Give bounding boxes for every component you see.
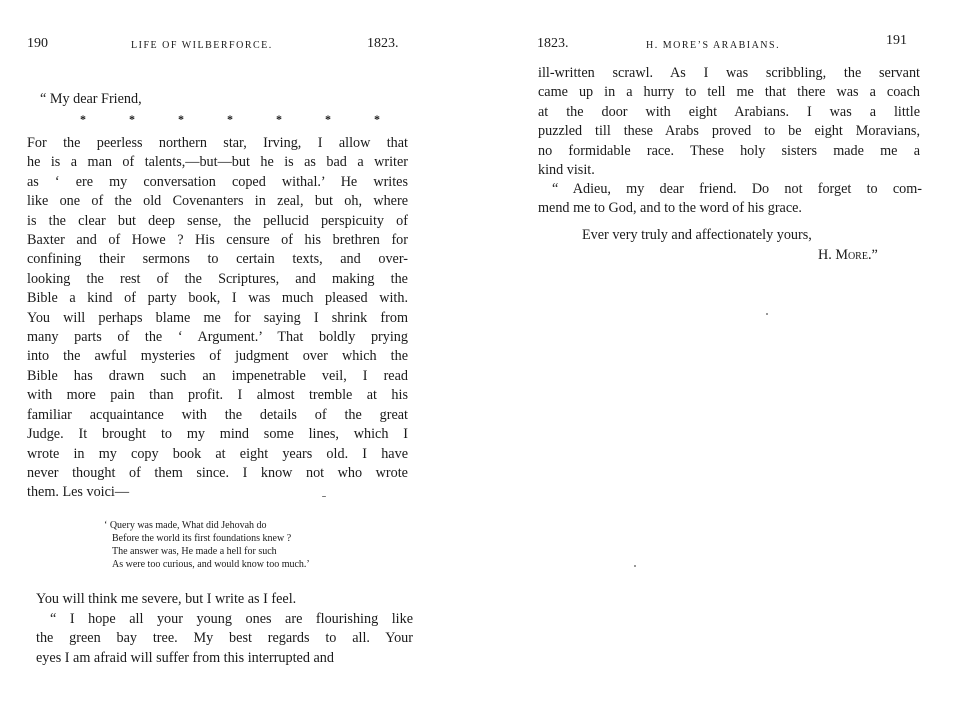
asterisk-row xyxy=(80,112,380,127)
paper-speck xyxy=(766,313,768,315)
letter-paragraph: You will think me severe, but I write as I feel. xyxy=(36,591,297,607)
text-line: no formidable race. These holy sisters made me a xyxy=(538,142,920,159)
verse-line: Before the world its first foundations knew ? xyxy=(112,533,292,544)
text-line: he is a man of talents,—but—but he is as bad a writer xyxy=(27,154,408,171)
page-number: 191 xyxy=(886,33,907,48)
signature: H. More.” xyxy=(818,247,878,263)
text-line: Baxter and of Howe ? His censure of his brethren for xyxy=(27,232,408,249)
text-line: Bible a kind of party book, I was much pleased with. xyxy=(27,290,408,307)
text-line: at the door with eight Arabians. I was a little xyxy=(538,103,920,120)
verse-line: As were too curious, and would know too much.’ xyxy=(112,559,310,570)
text-line: ill-written scrawl. As I was scribbling, the servant xyxy=(538,65,920,81)
text-line: came up in a hurry to tell me that there was a coach xyxy=(538,84,920,101)
asterisk: * xyxy=(80,112,86,126)
text-line: the green bay tree. My best regards to all. Your xyxy=(36,630,413,647)
text-line: eyes I am afraid will suffer from this interrupted and xyxy=(36,649,334,666)
text-line: kind visit. xyxy=(538,162,595,179)
text-line: never thought of them since. I know not who wrote xyxy=(27,464,408,481)
text-line: “ Adieu, my dear friend. Do not forget to com- xyxy=(552,181,922,197)
letter-paragraph xyxy=(538,180,922,219)
text-line: them. Les voici— xyxy=(27,484,130,501)
paper-speck xyxy=(634,565,636,567)
letter-paragraph xyxy=(538,64,920,180)
text-line: Bible has drawn such an impenetrable veil, I read xyxy=(27,367,408,384)
letter-paragraph xyxy=(27,134,408,503)
closing-line: Ever very truly and affectionately yours, xyxy=(582,227,812,243)
header-year: 1823. xyxy=(537,36,569,51)
right-page xyxy=(490,0,980,705)
text-line: confining their sermons to certain texts, and over- xyxy=(27,251,408,268)
running-title: LIFE OF WILBERFORCE. xyxy=(131,40,273,51)
running-title: H. MORE’S ARABIANS. xyxy=(646,40,781,51)
asterisk: * xyxy=(276,112,282,126)
text-line: Judge. It brought to my mind some lines, which I xyxy=(27,426,408,443)
text-line: For the peerless northern star, Irving, I allow that xyxy=(27,135,408,151)
text-line: as ‘ ere my conversation coped withal.’ He writes xyxy=(27,173,408,190)
verse-line: The answer was, He made a hell for such xyxy=(112,546,277,557)
text-line: familiar acquaintance with the details of the great xyxy=(27,406,408,423)
page-number: 190 xyxy=(27,36,48,51)
header-year: 1823. xyxy=(367,36,399,51)
text-line: many parts of the ‘ Argument.’ That boldly prying xyxy=(27,329,408,346)
asterisk: * xyxy=(374,112,380,126)
asterisk: * xyxy=(325,112,331,126)
text-line: wrote in my copy book at eight years old. I have xyxy=(27,445,408,462)
text-line: You will perhaps blame me for saying I shrink from xyxy=(27,309,408,326)
text-line: looking the rest of the Scriptures, and making the xyxy=(27,270,408,287)
text-line: like one of the old Covenanters in zeal, but oh, where xyxy=(27,193,408,210)
asterisk: * xyxy=(129,112,135,126)
text-line: with more pain than profit. I almost tremble at his xyxy=(27,387,408,404)
paper-speck xyxy=(322,496,326,497)
text-line: puzzled till these Arabs proved to be eight Moravians, xyxy=(538,123,920,140)
letter-paragraph xyxy=(36,610,413,668)
text-line: mend me to God, and to the word of his grace. xyxy=(538,200,802,217)
salutation: “ My dear Friend, xyxy=(40,91,142,107)
asterisk: * xyxy=(178,112,184,126)
verse-line: ‘ Query was made, What did Jehovah do xyxy=(104,520,267,531)
asterisk: * xyxy=(227,112,233,126)
quoted-verse xyxy=(104,519,310,571)
text-line: is the clear but deep sense, the pellucid perspicuity of xyxy=(27,212,408,229)
text-line: “ I hope all your young ones are flourishing like xyxy=(50,611,413,627)
text-line: into the awful mysteries of judgment over which the xyxy=(27,348,408,365)
